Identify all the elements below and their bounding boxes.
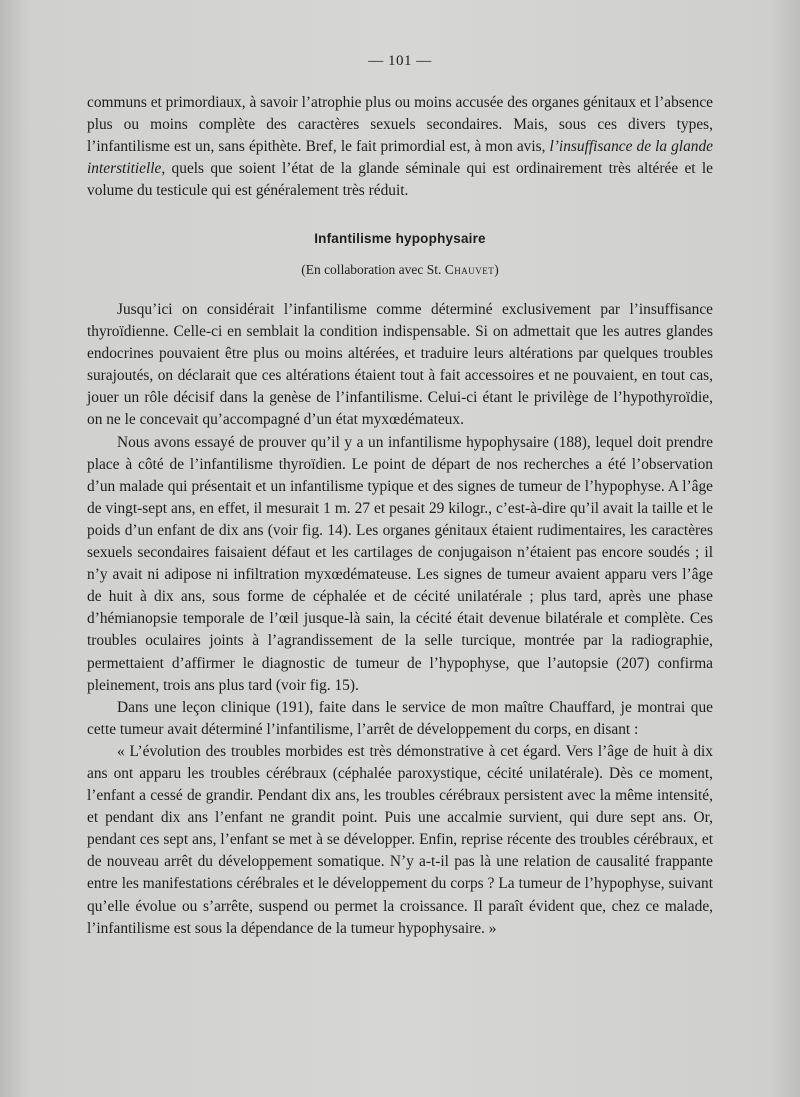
intro-paragraph <box>87 92 713 202</box>
intro-text-block <box>87 92 713 202</box>
section-subtitle <box>0 262 800 278</box>
body-text-block <box>87 299 713 940</box>
subtitle-suffix: ) <box>494 262 499 277</box>
body-paragraph-1: Jusqu’ici on considérait l’infantilisme comme déterminé exclusivement par l’insuffisance thyroïdienne. Celle-ci en semblait la condition indispensable. Si on admettait que les autres glandes endocrines pouvaient être plus ou moins altérées, et traduire leurs altérations par quelques troubles surajoutés, on déclarait que ces altérations étaient tout à fait accessoires et ne pouvaient, en tout cas, jouer un rôle décisif dans la genèse de l’infantilisme. Celui-ci étant le privilège de l’hypothyroïdie, on ne le concevait qu’accompagné d’un état myxœdémateux. <box>87 301 713 429</box>
page-number: — 101 — <box>368 53 432 69</box>
intro-italic-phrase: l’insuffisance de la glande interstitielle, <box>87 138 713 178</box>
body-paragraph-2: Nous avons essayé de prouver qu’il y a un infantilisme hypophysaire (188), lequel doit prendre place à côté de l’infantilisme thyroïdien. Le point de départ de nos recherches a été l’observation d’un malade qui présentait et un infantilisme typique et des signes de tumeur de l’hypophyse. A l’âge de vingt-sept ans, en effet, il mesurait 1 m. 27 et pesait 29 kilogr., c’est-à-dire qu’il avait la taille et le poids d’un enfant de dix ans (voir fig. 14). Les organes génitaux étaient rudimentaires, les caractères sexuels secondaires faisaient défaut et les cartilages de conjugaison n’étaient pas encore soudés ; il n’y avait ni adipose ni infiltration myxœdémateuse. Les signes de tumeur avaient apparu vers l’âge de huit à dix ans, sous forme de céphalée et de cécité unilatérale ; plus tard, après une phase d’hémianopsie temporale de l’œil jusque-là sain, la cécité était devenue bilatérale et complète. Ces troubles oculaires joints à l’agrandissement de la selle turcique, montrée par la radiographie, permettaient d’affirmer le diagnostic de tumeur de l’hypophyse, que l’autopsie (207) confirma pleinement, trois ans plus tard (voir fig. 15). <box>87 433 713 694</box>
intro-text-before: communs et primordiaux, à savoir l’atrophie plus ou moins accusée des organes génitaux et l’absence plus ou moins complète des caractères sexuels secondaires. Mais, sous ces divers types, l’infantilisme est un, sans épithète. Bref, le fait primordial est, à mon avis, <box>87 94 713 156</box>
intro-text-after: quels que soient l’état de la glande séminale qui est ordinairement très altérée et le volume du testicule qui est généralement très réduit. <box>87 160 713 200</box>
body-paragraph-3: Dans une leçon clinique (191), faite dans le service de mon maître Chauffard, je montrai que cette tumeur avait déterminé l’infantilisme, l’arrêt de développement du corps, en disant : <box>87 698 713 738</box>
subtitle-collaborator-name: Chauvet <box>444 262 495 277</box>
body-paragraph-quote: « L’évolution des troubles morbides est très démonstrative à cet égard. Vers l’âge de huit à dix ans ont apparu les troubles cérébraux (céphalée paroxystique, cécité unilatérale). Dès ce moment, l’enfant a cessé de grandir. Pendant dix ans, les troubles cérébraux persistent avec la même intensité, et pendant dix ans l’enfant ne grandit point. Puis une accalmie survient, qui dure sept ans. Or, pendant ces sept ans, l’enfant se met à se développer. Enfin, reprise récente des troubles cérébraux, et de nouveau arrêt du développement somatique. N’y a-t-il pas là une relation de causalité frappante entre les manifestations cérébrales et le développement du corps ? La tumeur de l’hypophyse, suivant qu’elle évolue ou s’arrête, suspend ou permet la croissance. Il paraît évident que, chez ce malade, l’infantilisme est sous la dépendance de la tumeur hypophysaire. » <box>87 742 713 937</box>
subtitle-prefix: (En collaboration avec St. <box>301 262 445 277</box>
section-title: Infantilisme hypophysaire <box>314 231 486 246</box>
